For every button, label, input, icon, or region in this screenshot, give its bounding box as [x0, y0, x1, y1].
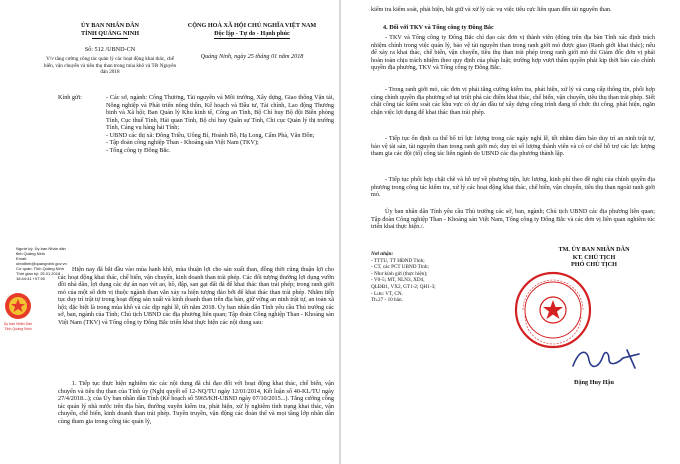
signature-title-block [519, 246, 669, 269]
nation-rule [214, 38, 290, 39]
section4-paragraph-c: - Tiếp tục ổn định ca thể bố trí lực lượng trong các ngày nghỉ lễ, tết nhằm đảm bảo duy trì an ninh trật tự, bảo vệ tài sản, tài nguyên than trong ranh giới mỏ; duy trì số lượng thành viên và có cơ chế hỗ trợ các lực lượng tham gia các đội (tổ) công tác liên ngành do UBND các địa phương thành lập. [371, 135, 655, 157]
sign-line2: KT. CHỦ TỊCH [572, 253, 616, 261]
document-page-1 [0, 0, 339, 464]
noi-nhan-item: QLĐĐ1, VX2, GT1-2; QH1-3; [371, 283, 436, 290]
sign-line3: PHÓ CHỦ TỊCH [571, 261, 617, 268]
doc-subject: V/v tăng cường công tác quản lý các hoạt động khai thác, chế biến, vận chuyển và tiêu thụ than trong mùa khô và Tết Nguyên đán 2018 [43, 56, 177, 76]
document-page-2 [341, 0, 680, 464]
noi-nhan-block [371, 251, 491, 304]
kinh-gui-label: Kính gửi: [58, 94, 82, 101]
signer-note-line: Người ký: Ủy ban Nhân dân tỉnh Quảng Ninh [16, 246, 66, 256]
signer-note-line: Email: ubndtinh@quangninh.gov.vn [16, 256, 67, 266]
doc-number: Số: 512 /UBND-CN [84, 46, 136, 53]
header-rule [92, 38, 128, 39]
recipient-item: - UBND các thị xã: Đông Triều, Uông Bí, Hoành Bồ, Hạ Long, Cẩm Phả, Vân Đồn; [106, 131, 315, 139]
nation-line1: CỘNG HOÀ XÃ HỘI CHỦ NGHĨA VIỆT NAM [187, 22, 317, 29]
noi-nhan-item: Th.27 - 10 bản. [371, 297, 403, 304]
stamp-caption: Ủy ban Nhân Dân Tỉnh Quảng Ninh [3, 322, 33, 331]
nation-line2: Độc lập - Tự do - Hạnh phúc [214, 29, 290, 37]
body-paragraph-1: Hiện nay đã bắt đầu vào mùa hanh khô, mùa thuận lợi cho sản xuất than, đồng thời cũng thuận lợi cho các hoạt động khai thác, chế biến, vận chuyển, kinh doanh than trái phép. Các đối tượng thường lợi dụng vườn đồi nhà dân, lợi dụng các dự án nạo vét ao, hồ, đập, san gạt đất đá để khai thác than trái phép; trong ranh giới mỏ của một số đơn vị thuộc ngành than vẫn xảy ra hiện tượng đào bới để khai thác than trái phép. Nhằm tiếp tục duy trì trật tự trong hoạt động sản xuất và kinh doanh than trên địa bàn, giữ vững an ninh trật tự, an toàn xã hội; đặc biệt là trong mùa khô và các dịp nghỉ lễ, tết năm 2018. Ủy ban nhân dân Tỉnh yêu cầu Thủ trưởng các sở, ban, ngành của Tỉnh; Chủ tịch UBND các địa phương liên quan; Tập đoàn Công nghiệp Than - Khoáng sản Việt Nam (TKV) và Tổng công ty Đông Bắc triển khai thực hiện các nội dung sau: [58, 266, 334, 326]
noi-nhan-item: - Như kính gửi (thực hiện); [371, 270, 428, 277]
recipient-item: - Các sở, ngành: Công Thương, Tài nguyên và Môi trường, Xây dựng, Giao thông Vận tải, Nông nghiệp và Phát triển nông thôn, Kế hoạch và Đầu tư, Tài chính, Lao động Thương binh và Xã hội; Ban Quản lý Khu kinh tế, Công an Tỉnh, Bộ Chỉ huy Bộ đội Biên phòng Tỉnh, Cục thuế Tỉnh, Hải quan Tỉnh, Bộ chỉ huy Quân sự Tỉnh, Chi cục Quản lý thị trường Tỉnh, Cảng vụ hàng hải Tỉnh; [106, 94, 334, 131]
sign-line1: TM. ỦY BAN NHÂN DÂN [558, 246, 630, 253]
recipient-item: - Tổng công ty Đông Bắc. [106, 146, 171, 154]
noi-nhan-item: - V0-5; MT, NLN3, XD4, [371, 277, 425, 284]
doc-date: Quảng Ninh, ngày 25 tháng 01 năm 2018 [200, 53, 304, 60]
body-paragraph-continued: kiểm tra kiểm soát, phát hiện, bắt giữ và xử lý các vụ việc tiêu cực liên quan đến tài nguyên than. [371, 6, 612, 13]
signer-note-line: Cơ quan: Tỉnh Quảng Ninh [16, 266, 64, 271]
authority-line1: ỦY BAN NHÂN DÂN [80, 22, 140, 29]
section4-paragraph-a: - TKV và Tổng công ty Đông Bắc chỉ đạo các đơn vị thành viên (đóng trên địa bàn Tỉnh xác định trách nhiệm chính trong việc quản lý, bảo vệ tài nguyên than trong ranh giới mỏ được giao (Ranh giới khai thác); nếu để xảy ra khai thác, chế biến, vận chuyển, tiêu thụ than trái phép trong ranh giới mỏ thì Giám đốc đơn vị phải hoàn toàn chịu trách nhiệm theo quy định của pháp luật; trường hợp vượt thẩm quyền phải kịp thời báo cáo chính quyền địa phương, TKV và Tổng công ty Đông Bắc. [371, 34, 655, 71]
official-seal-icon [513, 270, 593, 350]
recipients-list [106, 94, 334, 154]
closing-paragraph: Ủy ban nhân dân Tỉnh yêu cầu Thủ trưởng các sở, ban, ngành; Chủ tịch UBND các địa phương liên quan; Tập đoàn Công nghiệp Than - Khoáng sản Việt Nam, Tổng công ty Đông Bắc và các đơn vị liên quan nghiêm túc triển khai thực hiện./. [371, 208, 655, 230]
noi-nhan-item: - CT, các PCT UBND Tỉnh; [371, 264, 429, 271]
authority-line2: TỈNH QUẢNG NINH [80, 29, 140, 37]
signer-name: Đặng Huy Hậu [574, 379, 614, 386]
section-heading-4: 4. Đối với TKV và Tổng công ty Đông Bắc [383, 24, 494, 31]
signer-note-line: Thời gian ký: 25.01.2018 16:44:41 +07:00 [16, 271, 61, 281]
state-emblem-icon [3, 291, 33, 321]
body-paragraph-2: 1. Tiếp tục thực hiện nghiêm túc các nội dung đã chỉ đạo đối với hoạt động khai thác, chế biến, vận chuyển và tiêu thụ than của Tỉnh ủy (Nghị quyết số 12-NQ/TU ngày 12/01/2014, Kết luận số 40-KL/TU ngày 27/4/2018...); của Ủy ban nhân dân Tỉnh (Kế hoạch số 5965/KH-UBND ngày 07/10/2015...). Tăng cường công tác quản lý nhà nước trên địa bàn, thường xuyên kiểm tra, phát hiện, xử lý nghiêm tình trạng khai thác, vận chuyển, chế biến, kinh doanh than trái phép. Tuyên truyền, vận động các đoàn thể và mọi tầng lớp nhân dân cùng tham gia trong công tác quản lý, [58, 380, 334, 425]
recipient-item: - Tập đoàn công nghiệp Than - Khoáng sản Việt Nam (TKV); [106, 139, 259, 146]
noi-nhan-item: - TTTU, TT HĐND Tỉnh; [371, 257, 425, 264]
section4-paragraph-b: - Trong ranh giới mỏ, các đơn vị phải tăng cường kiểm tra, phát hiện, xử lý và cung cấp thông tin, phối hợp cùng chính quyền địa phương sở tại triệt phá các điểm khai thác, chế biến, vận chuyển, tiêu thụ than trái phép. Siết chặt công tác kiểm soát các khu vực có dự án đầu tư xây dựng công trình đang tổ chức thi công, phát hiện, ngăn chặn việc lợi dụng để khai thác than trái phép. [371, 86, 655, 116]
handwritten-signature-icon [569, 344, 649, 374]
noi-nhan-item: - Lưu: VT, CN. [371, 290, 403, 297]
noi-nhan-label: Nơi nhận: [371, 251, 394, 257]
authority-header [50, 22, 170, 39]
nation-header [168, 22, 336, 39]
section4-paragraph-d: - Tiếp tục phối hợp chặt chẽ và hỗ trợ về phương tiện, lực lượng, kinh phí theo đề nghị của chính quyền địa phương trong công tác kiểm tra, xử lý các hoạt động khai thác, chế biến, vận chuyển, tiêu thụ than ngoài ranh giới mỏ. [371, 176, 655, 198]
